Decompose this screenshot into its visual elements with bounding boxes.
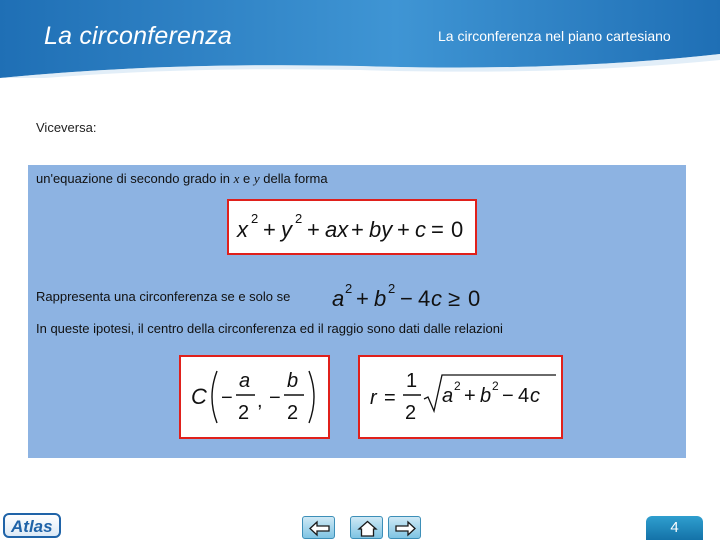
svg-text:2: 2	[287, 402, 299, 424]
condition-label: Rappresenta una circonferenza se e solo se	[36, 289, 291, 304]
svg-text:by: by	[369, 217, 393, 242]
svg-text:2: 2	[454, 379, 461, 393]
center-formula-box	[179, 355, 330, 439]
svg-text:a: a	[442, 385, 454, 407]
intro-mid: e	[239, 171, 254, 186]
svg-text:≥: ≥	[448, 286, 461, 311]
forward-arrow-icon	[395, 520, 416, 537]
svg-text:C: C	[191, 384, 207, 409]
svg-text:a: a	[332, 286, 345, 311]
relations-text: In queste ipotesi, il centro della circonferenza ed il raggio sono dati dalle relazioni	[36, 321, 503, 336]
radius-formula	[360, 357, 561, 437]
svg-text:0: 0	[468, 286, 481, 311]
slide-header	[0, 0, 720, 78]
svg-text:x: x	[237, 217, 248, 242]
svg-text:c: c	[431, 286, 442, 311]
home-icon	[357, 520, 378, 537]
intro-suffix: della forma	[259, 171, 328, 186]
svg-text:−: −	[502, 385, 514, 407]
svg-text:2: 2	[238, 402, 250, 424]
radius-formula-box	[358, 355, 563, 439]
content-panel	[28, 165, 686, 458]
page-number: 4	[646, 516, 703, 540]
logo-text: Atlas	[11, 517, 53, 536]
svg-text:2: 2	[251, 211, 259, 226]
atlas-logo	[3, 513, 61, 538]
svg-text:−: −	[400, 286, 413, 311]
condition-svg	[330, 280, 490, 314]
svg-text:=: =	[431, 217, 444, 242]
svg-text:=: =	[384, 387, 396, 409]
slide-title: La circonferenza	[44, 22, 233, 50]
svg-text:−: −	[269, 387, 281, 409]
svg-text:+: +	[307, 217, 320, 242]
svg-text:b: b	[480, 385, 492, 407]
general-equation-formula	[229, 201, 475, 253]
svg-text:2: 2	[345, 281, 353, 296]
svg-text:+: +	[397, 217, 410, 242]
svg-text:r: r	[370, 387, 377, 409]
intro-text: Viceversa:	[36, 120, 97, 135]
svg-text:2: 2	[388, 281, 396, 296]
svg-text:c: c	[530, 385, 540, 407]
var-x: x	[233, 171, 240, 186]
svg-text:−: −	[221, 387, 233, 409]
svg-text:2: 2	[492, 379, 499, 393]
svg-text:+: +	[464, 385, 476, 407]
equation-intro-text	[36, 171, 328, 187]
svg-text:4: 4	[418, 286, 431, 311]
svg-text:ax: ax	[325, 217, 349, 242]
svg-text:b: b	[287, 370, 299, 392]
svg-text:+: +	[263, 217, 276, 242]
home-button[interactable]	[350, 516, 383, 539]
svg-text:+: +	[356, 286, 369, 311]
var-y: y	[253, 171, 260, 186]
svg-text:y: y	[281, 217, 292, 242]
svg-text:0: 0	[451, 217, 464, 242]
svg-text:c: c	[415, 217, 426, 242]
svg-text:2: 2	[405, 402, 417, 424]
svg-text:b: b	[374, 286, 387, 311]
svg-text:,: ,	[257, 390, 263, 412]
svg-text:2: 2	[295, 211, 303, 226]
intro-prefix: un'equazione di secondo grado in	[36, 171, 234, 186]
general-equation-box	[227, 199, 477, 255]
svg-text:1: 1	[406, 370, 418, 392]
condition-formula	[330, 280, 490, 319]
center-formula	[181, 357, 328, 437]
svg-text:a: a	[239, 370, 251, 392]
back-arrow-icon	[309, 520, 330, 537]
back-button[interactable]	[302, 516, 335, 539]
slide-subtitle: La circonferenza nel piano cartesiano	[438, 28, 671, 44]
svg-text:+: +	[351, 217, 364, 242]
svg-text:4: 4	[518, 385, 530, 407]
forward-button[interactable]	[388, 516, 421, 539]
